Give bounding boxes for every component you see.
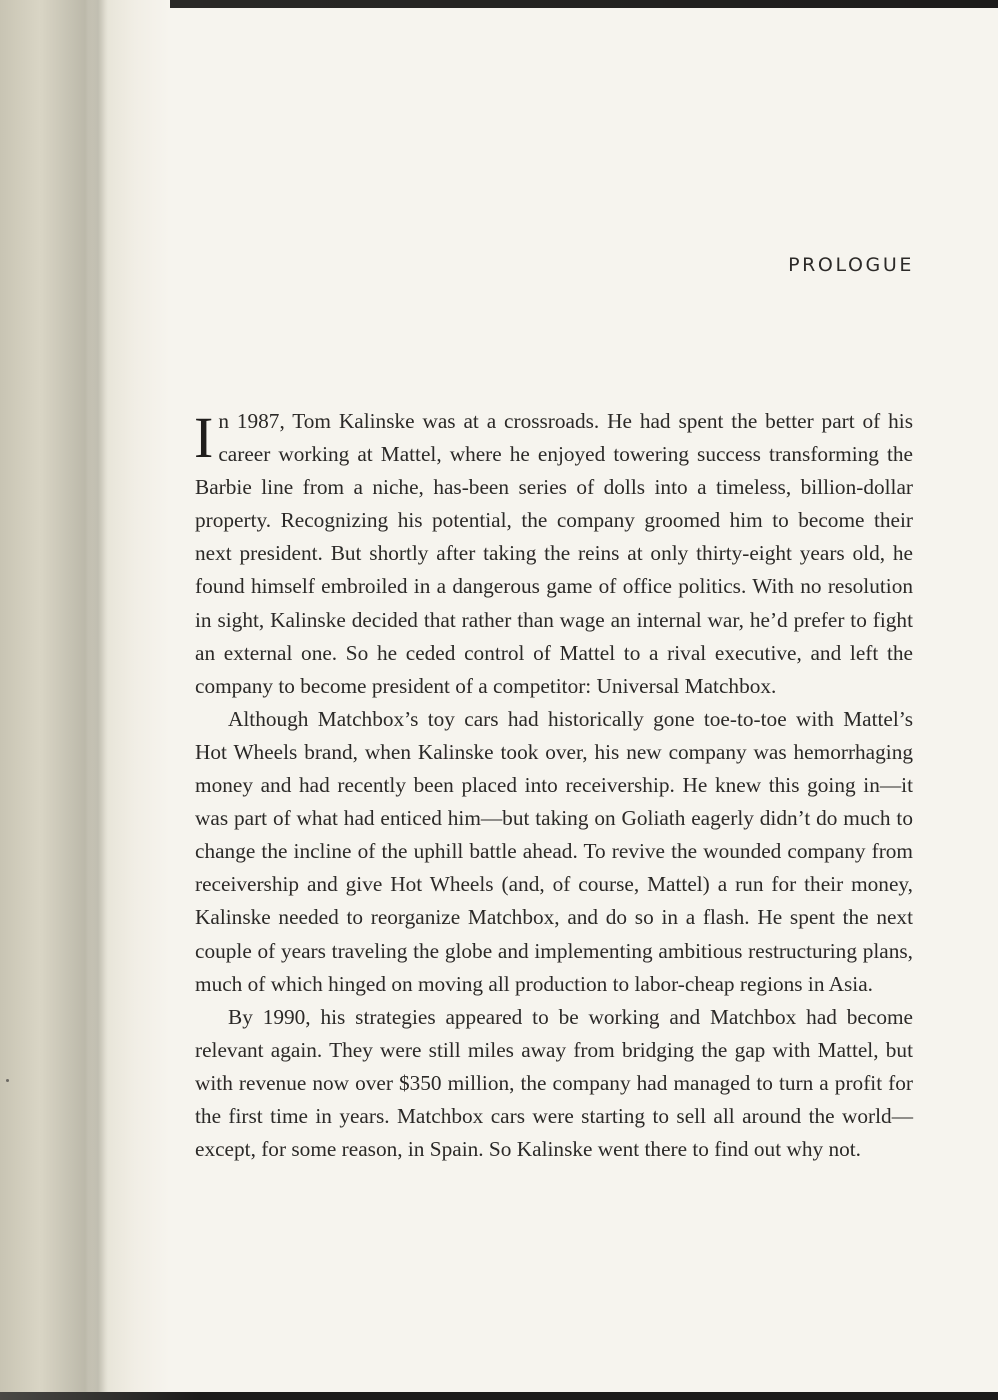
gutter-shadow [88,0,108,1400]
paragraph-3: By 1990, his strategies appeared to be working and Matchbox had become relevant again. They were still miles away from bridging the gap with Mattel, but with revenue now over $350 million, the company had managed to turn a profit for the first time in years. Matchbox cars were starting to sell all around the world—except, for some reason, in Spain. So Kalinske went there to find out why not. [195,1004,913,1162]
paragraph-2: Although Matchbox’s toy cars had historically gone toe-to-toe with Mattel’s Hot Wheels brand, when Kalinske took over, his new company was hemorrhaging money and had recently been placed into receivership. He knew this going in—it was part of what had enticed him—but taking on Goliath eagerly didn’t do much to change the incline of the uphill battle ahead. To revive the wounded company from receivership and give Hot Wheels (and, of course, Mattel) a run for their money, Kalinske needed to reorganize Matchbox, and do so in a flash. He spent the next couple of years traveling the globe and implementing ambitious restructuring plans, much of which hinged on moving all production to labor-cheap regions in Asia. [195,706,913,996]
chapter-title: PROLOGUE [788,254,914,276]
scan-speck [6,1079,9,1082]
book-spine-gutter [0,0,170,1400]
drop-cap: I [194,405,214,470]
paragraph-1-text: n 1987, Tom Kalinske was at a crossroads. He had spent the better part of his career working at Mattel, where he enjoyed towering success transforming the Barbie line from a niche, has-been series of dolls into a timeless, billion-dollar property. Recognizing his potential, the company groomed him to become their next president. But shortly after taking the reins at only thirty-eight years old, he found himself embroiled in a dangerous game of office politics. With no resolution in sight, Kalinske decided that rather than wage an internal war, he’d prefer to fight an external one. So he ceded control of Mattel to a rival executive, and left the company to become president of a competitor: Universal Matchbox. [195,409,913,698]
paragraph-1 [195,405,913,703]
body-text [195,405,913,1166]
scan-bottom-edge [0,1392,998,1400]
